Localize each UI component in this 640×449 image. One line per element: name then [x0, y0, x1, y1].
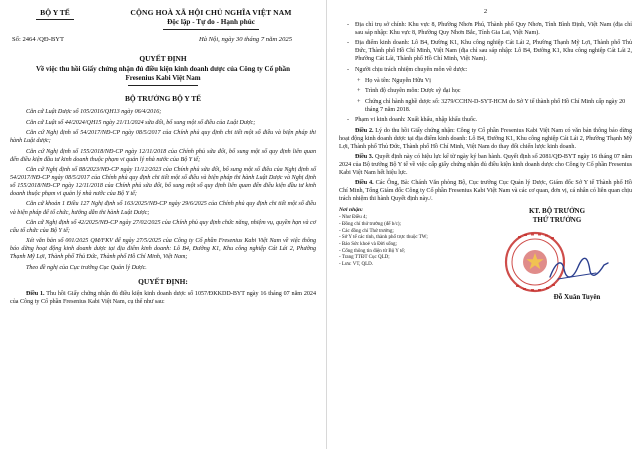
- signer-name: Đỗ Xuân Tuyên: [553, 292, 601, 301]
- list-item: - Địa chỉ trụ sở chính: Khu vực 8, Phường Nhơn Phú, Thành phố Quy Nhơn, Tỉnh Bình Định, Việt Nam (địa chỉ sau sáp nhập: Khu vực 8, Phường Quy Nhơn Bắc, Tỉnh Gia Lai, Việt Nam).: [347, 21, 632, 36]
- list-item: - Địa điểm kinh doanh: Lô B4, Đường K1, Khu công nghiệp Cát Lái 2, Phường Thạnh Mỹ Lợi, Thành phố Thủ Đức, Thành phố Hồ Chí Minh, Việt Nam (địa chỉ sau sáp nhập: Lô B4, Đường K1, Khu công nghiệp Cát Lái 2, Phường Cát Lái, Thành phố Hồ Chí Minh, Việt Nam).: [347, 40, 632, 63]
- legal-basis: Căn cứ Nghị định số 88/2023/NĐ-CP ngày 11/12/2023 của Chính phủ sửa đổi, bổ sung một số điều của Nghị định số 54/2017/NĐ-CP ngày 08/5/2017 của Chính phủ quy định chi tiết một số điều và biện pháp thi hành Luật Dược và Nghị định số 155/2018/NĐ-CP ngày 12/11/2018 của Chính phủ sửa đổi, bổ sung một số quy định liên quan đến điều kiện đầu tư kinh doanh thuộc phạm vi quản lý nhà nước của Bộ Y tế;: [10, 166, 316, 198]
- article-3: [339, 153, 632, 177]
- article-3-label: Điều 3.: [355, 153, 374, 160]
- article-3-text: Quyết định này có hiệu lực kể từ ngày ký ban hành. Quyết định số 2081/QĐ-BYT ngày 16 tháng 07 năm 2024 của Bộ trưởng Bộ Y tế về việc cấp giấy chứng nhận đủ điều kiện kinh doanh dược cho Công ty Cổ phần Fresenius Kabi Việt Nam hết hiệu lực.: [339, 153, 633, 176]
- list-item: + Chứng chỉ hành nghề dược số: 3279/CCHN-D-SYT-HCM do Sở Y tế thành phố Hồ Chí Minh cấp ngày 20 tháng 7 năm 2018.: [339, 98, 632, 114]
- document-footer: [339, 207, 632, 317]
- legal-basis: Căn cứ Luật số 44/2024/QH15 ngày 21/11/2024 sửa đổi, bổ sung một số điều của Luật Dược;: [26, 119, 256, 126]
- recipients-title: Nơi nhận:: [339, 206, 363, 213]
- legal-basis: Xét văn bản số 001/2025 QM/FKV để ngày 27/5/2025 của Công ty Cổ phần Fresenius Kabi Việt Nam về việc thông báo dừng hoạt động kinh doanh dược tại địa điểm kinh doanh: Lô B4, Đường K1, Khu công nghiệp Cát Lái 2, Phường Thạnh Mỹ Lợi, Thành phố Thủ Đức, Thành phố Hồ Chí Minh, Việt Nam;: [10, 238, 316, 261]
- legal-basis: Căn cứ Luật Dược số 105/2016/QH13 ngày 06/4/2016;: [26, 109, 162, 116]
- signer-role-secondary: THỨ TRƯỞNG: [532, 216, 582, 225]
- article-4-text: Các Ông, Bà: Chánh Văn phòng Bộ, Cục trưởng Cục Quản lý Dược, Giám đốc Sở Y tế Thành phố Hồ Chí Minh, Tổng Giám đốc Công ty Cổ phần Fresenius Kabi Việt Nam và các cơ quan, đơn vị, cá nhân có liên quan chịu trách nhiệm thi hành Quyết định này./.: [339, 179, 632, 202]
- recipient-item: - Lưu: VT, QLD.: [339, 262, 374, 268]
- subject-underline: [128, 85, 198, 86]
- recipient-item: - Đồng chí thứ trưởng (để b/c);: [339, 222, 401, 228]
- article-2-text: Lý do thu hồi Giấy chứng nhận: Công ty Cổ phần Fresenius Kabi Việt Nam có văn bản thông báo dừng hoạt động kinh doanh dược tại địa điểm kinh doanh: Lô B4, Đường K1, Khu công nghiệp Cát Lái 2, Phường Thạnh Mỹ Lợi, Thành phố Thủ Đức, Thành phố Hồ Chí Minh, Việt Nam do thay đổi chiến lược kinh doanh.: [339, 127, 632, 150]
- list-item: - Phạm vi kinh doanh: Xuất khẩu, nhập khẩu thuốc.: [339, 116, 632, 124]
- responsible-person-heading: Người chịu trách nhiệm chuyên môn về dược:: [355, 67, 468, 74]
- document-header: [10, 8, 316, 30]
- list-item: - Người chịu trách nhiệm chuyên môn về dược:: [339, 66, 632, 74]
- person-name: Họ và tên: Nguyễn Hữu Vị: [365, 77, 431, 84]
- list-item: + Họ và tên: Nguyễn Hữu Vị: [357, 77, 431, 84]
- page-number: 2: [483, 8, 488, 15]
- recipient-item: - Cổng thông tin điện tử Bộ Y tế;: [339, 248, 405, 254]
- article-4-label: Điều 4.: [355, 179, 374, 186]
- decision-heading: QUYẾT ĐỊNH:: [138, 276, 188, 286]
- list-item: + Trình độ chuyên môn: Dược sỹ đại học: [357, 88, 461, 95]
- motto-underline: [163, 29, 259, 30]
- handwritten-signature-icon: [546, 255, 612, 285]
- head-office-address: Địa chỉ trụ sở chính: Khu vực 8, Phường Nhơn Phú, Thành phố Quy Nhơn, Tỉnh Bình Định, Việt Nam (địa chỉ sau sáp nhập: Khu vực 8, Phường Quy Nhơn Bắc, Tỉnh Gia Lai, Việt Nam).: [355, 21, 632, 36]
- issuing-authority: BỘ TRƯỞNG BỘ Y TẾ: [124, 94, 202, 104]
- person-qualification: Trình độ chuyên môn: Dược sỹ đại học: [365, 88, 461, 95]
- article-2: [339, 127, 632, 151]
- recipient-item: - Các đồng chí Thứ trưởng;: [339, 228, 394, 234]
- article-1-label: Điều 1.: [26, 290, 45, 297]
- national-motto: Độc lập - Tự do - Hạnh phúc: [167, 18, 255, 27]
- practice-certificate: Chứng chỉ hành nghề dược số: 3279/CCHN-D-SYT-HCM do Sở Y tế thành phố Hồ Chí Minh cấp ngày 20 tháng 7 năm 2018.: [365, 98, 626, 113]
- article-4: [339, 179, 632, 203]
- recipient-item: - Như Điều 4;: [339, 215, 367, 221]
- recipient-item: - Sở Y tế các tỉnh, thành phố trực thuộc TW;: [339, 235, 428, 241]
- article-2-label: Điều 2.: [355, 127, 374, 134]
- legal-basis: Căn cứ Nghị định số 42/2025/NĐ-CP ngày 27/02/2025 của Chính phủ quy định chức năng, nhiệm vụ, quyền hạn và cơ cấu tổ chức của Bộ Y tế;: [10, 219, 316, 234]
- article-1-text: Thu hồi Giấy chứng nhận đủ điều kiện kinh doanh dược số 1057/ĐKKDD-BYT ngày 16 tháng 07 năm 2024 của Công ty Cổ phần Fresenius Kabi Việt Nam, cụ thể như sau:: [10, 290, 317, 305]
- document-number: Số: 2464 /QĐ-BYT: [12, 35, 65, 43]
- business-scope: Phạm vi kinh doanh: Xuất khẩu, nhập khẩu thuốc.: [355, 116, 478, 123]
- issuing-organization: BỘ Y TẾ: [40, 8, 70, 17]
- legal-basis: Căn cứ khoản 1 Điều 127 Nghị định số 163/2025/NĐ-CP ngày 29/6/2025 của Chính phủ quy định chi tiết một số điều và biện pháp để tổ chức, hướng dẫn thi hành Luật Dược;: [10, 201, 316, 216]
- document-type: QUYẾT ĐỊNH: [139, 54, 187, 64]
- article-1: [10, 290, 316, 306]
- legal-basis: Căn cứ Nghị định số 155/2018/NĐ-CP ngày 12/11/2018 của Chính phủ sửa đổi, bổ sung một số quy định liên quan đến điều kiện đầu tư kinh doanh thuộc phạm vi quản lý nhà nước của Bộ Y tế;: [10, 148, 316, 163]
- document-subject: Về việc thu hồi Giấy chứng nhận đủ điều kiện kinh doanh dược của Công ty Cổ phần Fresenius Kabi Việt Nam: [35, 64, 291, 83]
- country-name: CỘNG HOÀ XÃ HỘI CHỦ NGHĨA VIỆT NAM: [130, 8, 292, 17]
- legal-basis: Căn cứ Nghị định số 54/2017/NĐ-CP ngày 08/5/2017 của Chính phủ quy định chi tiết một số điều và biện pháp thi hành Luật dược;: [10, 130, 316, 145]
- org-underline: [36, 19, 74, 20]
- recipient-item: - Báo Sức khoẻ và Đời sống;: [339, 242, 397, 248]
- recipient-item: - Trang TTĐT Cục QLD;: [339, 255, 390, 261]
- decision-page-2: [326, 0, 640, 449]
- issue-date: Hà Nội, ngày 30 tháng 7 năm 2025: [198, 35, 292, 43]
- legal-bases: [10, 108, 316, 272]
- signer-role-primary: KT. BỘ TRƯỞNG: [528, 206, 586, 215]
- business-location: Địa điểm kinh doanh: Lô B4, Đường K1, Khu công nghiệp Cát Lái 2, Phường Thạnh Mỹ Lợi, Thành phố Thủ Đức, Thành phố Hồ Chí Minh, Việt Nam (địa chỉ sau sáp nhập: Lô B4, Đường K1, Khu công nghiệp Cát Lái 2, Phường Cát Lái, Thành phố Hồ Chí Minh, Việt Nam).: [355, 40, 632, 63]
- legal-basis: Theo đề nghị của Cục trưởng Cục Quản lý Dược.: [26, 264, 147, 271]
- recipients-list: [339, 207, 479, 317]
- signature-block: [482, 207, 632, 317]
